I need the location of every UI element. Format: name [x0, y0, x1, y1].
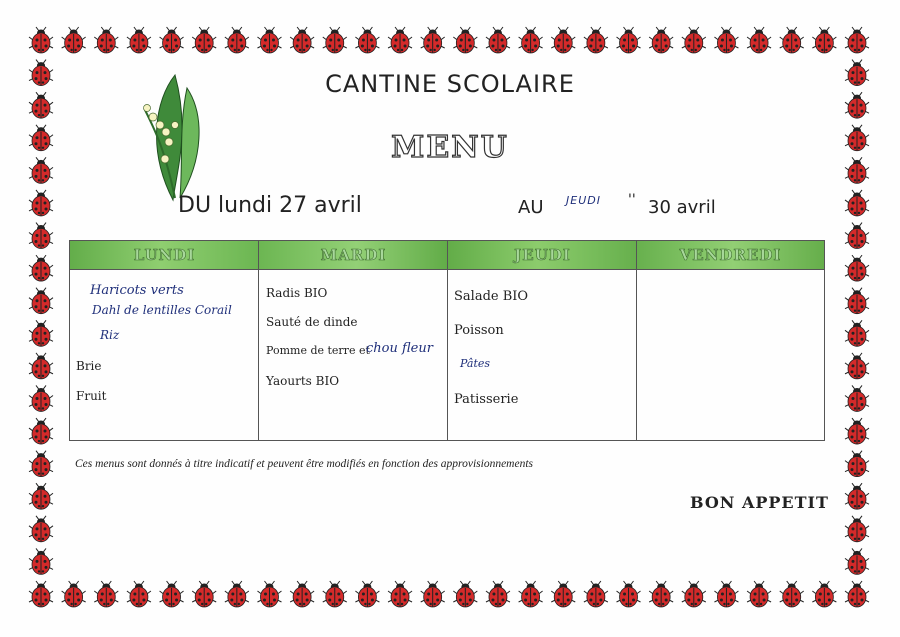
ladybug-icon: [845, 157, 869, 183]
ladybug-icon: [62, 27, 86, 53]
ladybug-icon: [780, 581, 804, 607]
ladybug-icon: [29, 223, 53, 249]
ladybug-icon: [845, 190, 869, 216]
ladybug-icon: [747, 581, 771, 607]
ladybug-icon: [257, 581, 281, 607]
ladybug-icon: [290, 581, 314, 607]
date-to-tick: '': [628, 192, 636, 208]
mardi-item-2: Sauté de dinde: [266, 315, 358, 329]
ladybug-icon: [812, 27, 836, 53]
date-to-day-handwritten: JEUDI: [566, 194, 601, 207]
ladybug-icon: [388, 27, 412, 53]
disclaimer-note: Ces menus sont donnés à titre indicatif et peuvent être modifiés en fonction des approvisionnements: [75, 458, 534, 470]
bon-appetit: BON APPETIT: [690, 493, 829, 512]
ladybug-icon: [355, 27, 379, 53]
ladybug-icon: [421, 581, 445, 607]
ladybug-icon: [29, 157, 53, 183]
ladybug-icon: [127, 581, 151, 607]
ladybug-icon: [519, 27, 543, 53]
ladybug-icon: [845, 223, 869, 249]
header-jeudi: JEUDI: [514, 246, 571, 264]
ladybug-icon: [845, 60, 869, 86]
mardi-item-1: Radis BIO: [266, 286, 328, 300]
ladybug-icon: [845, 320, 869, 346]
ladybug-icon: [845, 353, 869, 379]
ladybug-icon: [845, 288, 869, 314]
jeudi-item-2: Poisson: [454, 323, 504, 338]
ladybug-icon: [421, 27, 445, 53]
ladybug-icon: [257, 27, 281, 53]
ladybug-icon: [225, 581, 249, 607]
ladybug-icon: [845, 125, 869, 151]
ladybug-icon: [29, 516, 53, 542]
ladybug-icon: [845, 92, 869, 118]
ladybug-icon: [649, 27, 673, 53]
ladybug-icon: [29, 451, 53, 477]
ladybug-icon: [160, 581, 184, 607]
menu-table: [69, 240, 825, 441]
ladybug-icon: [714, 27, 738, 53]
lundi-handwritten-3: Riz: [100, 328, 120, 342]
ladybug-icon: [62, 581, 86, 607]
ladybug-icon: [845, 581, 869, 607]
ladybug-icon: [29, 418, 53, 444]
header-lundi: LUNDI: [133, 246, 196, 264]
ladybug-icon: [29, 190, 53, 216]
ladybug-icon: [682, 581, 706, 607]
mardi-item-3: Pomme de terre et: [266, 344, 370, 357]
ladybug-icon: [29, 320, 53, 346]
header-mardi: MARDI: [320, 246, 387, 264]
ladybug-icon: [29, 92, 53, 118]
lundi-handwritten-1: Haricots verts: [90, 283, 184, 298]
ladybug-icon: [29, 581, 53, 607]
ladybug-icon: [29, 125, 53, 151]
ladybug-icon: [94, 581, 118, 607]
column-divider: [636, 241, 637, 440]
ladybug-icon: [551, 27, 575, 53]
ladybug-icon: [486, 27, 510, 53]
ladybug-icon: [29, 60, 53, 86]
mardi-item-4: Yaourts BIO: [266, 374, 340, 388]
ladybug-icon: [584, 581, 608, 607]
ladybug-icon: [845, 548, 869, 574]
ladybug-icon: [845, 516, 869, 542]
ladybug-icon: [29, 255, 53, 281]
ladybug-icon: [192, 581, 216, 607]
date-to-label: AU: [518, 197, 544, 218]
ladybug-icon: [812, 581, 836, 607]
ladybug-icon: [453, 27, 477, 53]
ladybug-icon: [551, 581, 575, 607]
ladybug-icon: [355, 581, 379, 607]
ladybug-icon: [290, 27, 314, 53]
ladybug-icon: [453, 581, 477, 607]
date-to: 30 avril: [648, 197, 716, 218]
ladybug-icon: [845, 483, 869, 509]
ladybug-icon: [845, 27, 869, 53]
menu-heading: MENU: [391, 130, 509, 165]
ladybug-icon: [780, 27, 804, 53]
lundi-handwritten-2: Dahl de lentilles Corail: [92, 303, 232, 317]
lily-of-the-valley-icon: [135, 70, 210, 205]
ladybug-icon: [617, 581, 641, 607]
ladybug-icon: [29, 288, 53, 314]
ladybug-icon: [519, 581, 543, 607]
ladybug-icon: [29, 483, 53, 509]
ladybug-icon: [29, 548, 53, 574]
ladybug-icon: [845, 418, 869, 444]
ladybug-icon: [29, 353, 53, 379]
ladybug-icon: [845, 451, 869, 477]
ladybug-icon: [682, 27, 706, 53]
ladybug-icon: [714, 581, 738, 607]
ladybug-icon: [617, 27, 641, 53]
ladybug-icon: [29, 385, 53, 411]
ladybug-icon: [649, 581, 673, 607]
column-divider: [447, 241, 448, 440]
jeudi-handwritten: Pâtes: [460, 357, 491, 370]
ladybug-icon: [323, 581, 347, 607]
ladybug-icon: [192, 27, 216, 53]
ladybug-icon: [845, 385, 869, 411]
ladybug-icon: [29, 27, 53, 53]
jeudi-item-1: Salade BIO: [454, 289, 529, 304]
ladybug-icon: [486, 581, 510, 607]
ladybug-icon: [747, 27, 771, 53]
ladybug-icon: [845, 255, 869, 281]
ladybug-icon: [127, 27, 151, 53]
ladybug-icon: [388, 581, 412, 607]
ladybug-icon: [94, 27, 118, 53]
header-vendredi: VENDREDI: [679, 246, 782, 264]
ladybug-icon: [323, 27, 347, 53]
lundi-item-2: Fruit: [76, 389, 107, 403]
jeudi-item-3: Patisserie: [454, 392, 519, 407]
lundi-item-1: Brie: [76, 359, 102, 373]
ladybug-icon: [160, 27, 184, 53]
mardi-handwritten: chou fleur: [366, 341, 433, 356]
page-title: CANTINE SCOLAIRE: [325, 70, 575, 98]
date-from: DU lundi 27 avril: [178, 193, 362, 218]
column-divider: [258, 241, 259, 440]
ladybug-icon: [584, 27, 608, 53]
ladybug-icon: [225, 27, 249, 53]
